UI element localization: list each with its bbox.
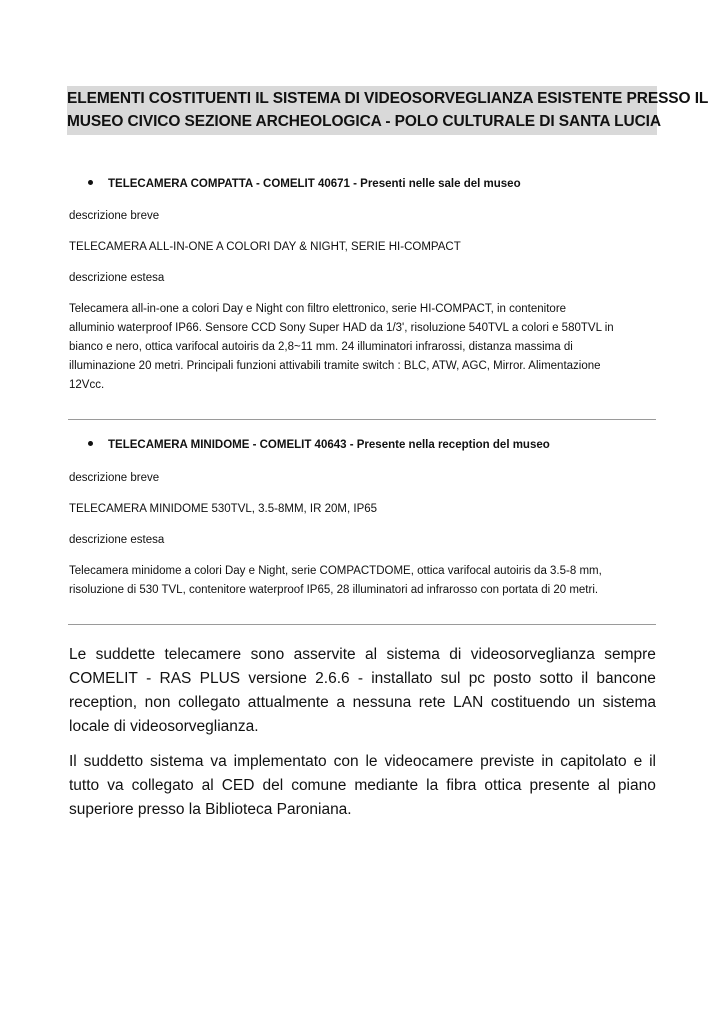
word: del [262,777,284,794]
word: in [541,753,554,770]
word: sempre [604,646,656,663]
item-1-long-line: illuminazione 20 metri. Principali funzioni attivabili tramite switch : BLC, ATW, AGC, Mirror. Alimentazione [69,360,601,372]
body-line [69,643,656,667]
word: mediante [354,777,419,794]
word: non [144,694,171,711]
item-2-short-text: TELECAMERA MINIDOME 530TVL, 3.5-8MM, IR 20M, IP65 [69,503,378,515]
word: presente [529,777,590,794]
body-line [69,691,656,715]
word: posto [493,670,532,687]
document-title [67,86,709,135]
item-1-heading [88,178,521,190]
word: implementato [233,753,327,770]
word: nessuna [352,694,412,711]
word: bancone [596,670,656,687]
word: va [210,753,227,770]
word: piano [617,777,656,794]
word: - [146,670,152,687]
item-1-short-label: descrizione breve [69,210,160,222]
word: comune [291,777,347,794]
word: reception, [69,694,138,711]
word: versione [248,670,307,687]
word: collegato [178,694,241,711]
body-line [69,750,656,774]
item-1-long-line: Telecamera all-in-one a colori Day e Night con filtro elettronico, serie HI-COMPACT, in contenitore [69,303,567,315]
bullet-icon [88,180,93,185]
word: LAN [453,694,484,711]
body-line [69,774,656,798]
word: a [336,694,345,711]
word: sono [250,646,285,663]
word: attualmente [247,694,329,711]
word: previste [480,753,535,770]
word: COMELIT [69,670,138,687]
item-1-long-line: alluminio waterproof IP66. Sensore CCD Sony Super HAD da 1/3', risoluzione 540TVL a colori e 580TVL in [69,322,614,334]
item-1-long-line: bianco e nero, ottica varifocal autoiris da 2,8~11 mm. 24 illuminatori infrarossi, distanza massima di [69,341,573,353]
title-line-1: ELEMENTI COSTITUENTI IL SISTEMA DI VIDEOSORVEGLIANZA ESISTENTE PRESSO IL [67,90,709,107]
word: il [581,670,589,687]
word: capitolato [560,753,627,770]
item-2-heading-text: TELECAMERA MINIDOME - COMELIT 40643 - Presente nella reception del museo [108,439,550,451]
word: suddetto [83,753,144,770]
word: sul [440,670,461,687]
word: - [357,670,364,687]
word: al [201,777,214,794]
item-2-long-label: descrizione estesa [69,534,165,546]
word: sistema [150,753,204,770]
word: con [333,753,359,770]
item-1-long-text [69,300,659,395]
divider [68,624,656,625]
item-2-heading [88,439,550,451]
body-line [69,667,656,691]
word: Il [69,753,77,770]
word: 2.6.6 [315,670,350,687]
word: asservite [293,646,356,663]
word: rete [418,694,446,711]
divider [68,419,656,420]
word: la [426,777,439,794]
body-paragraph-2 [69,750,656,822]
bullet-icon [88,441,93,446]
word: CED [221,777,255,794]
word: al [365,646,378,663]
item-1-heading-text: TELECAMERA COMPATTA - COMELIT 40671 - Presenti nelle sale del museo [108,178,521,190]
word: telecamere [164,646,242,663]
word: le [365,753,378,770]
body-line: locale di videosorveglianza. [69,718,259,735]
item-1-long-label: descrizione estesa [69,272,165,284]
word: installato [371,670,433,687]
word: suddette [95,646,156,663]
item-2-short-label: descrizione breve [69,472,160,484]
word: fibra [446,777,477,794]
word: un [577,694,595,711]
word: tutto [69,777,100,794]
body-paragraph-1 [69,643,656,739]
word: e [633,753,643,770]
word: pc [468,670,486,687]
word: Le [69,646,87,663]
word: ottica [484,777,522,794]
word: costituendo [490,694,571,711]
word: videosorveglianza [470,646,595,663]
word: videocamere [384,753,474,770]
word: va [107,777,124,794]
word: al [597,777,610,794]
body-line: superiore presso la Biblioteca Paroniana. [69,801,352,818]
item-2-long-line: Telecamera minidome a colori Day e Night, serie COMPACTDOME, ottica varifocal autoiris da 3.5-8 mm, [69,565,602,577]
word: sotto [539,670,574,687]
word: sistema [602,694,656,711]
word: RAS [159,670,192,687]
item-2-long-text [69,562,659,600]
item-2-long-line: risoluzione di 530 TVL, contenitore waterproof IP65, 28 illuminatori ad infrarosso con portata di 20 metri. [69,584,599,596]
item-1-short-text: TELECAMERA ALL-IN-ONE A COLORI DAY & NIGHT, SERIE HI-COMPACT [69,241,461,253]
word: di [449,646,462,663]
item-1-long-line: 12Vcc. [69,379,105,391]
word: PLUS [199,670,241,687]
word: sistema [386,646,440,663]
title-line-2: MUSEO CIVICO SEZIONE ARCHEOLOGICA - POLO CULTURALE DI SANTA LUCIA [67,113,661,130]
word: il [649,753,656,770]
word: collegato [131,777,194,794]
